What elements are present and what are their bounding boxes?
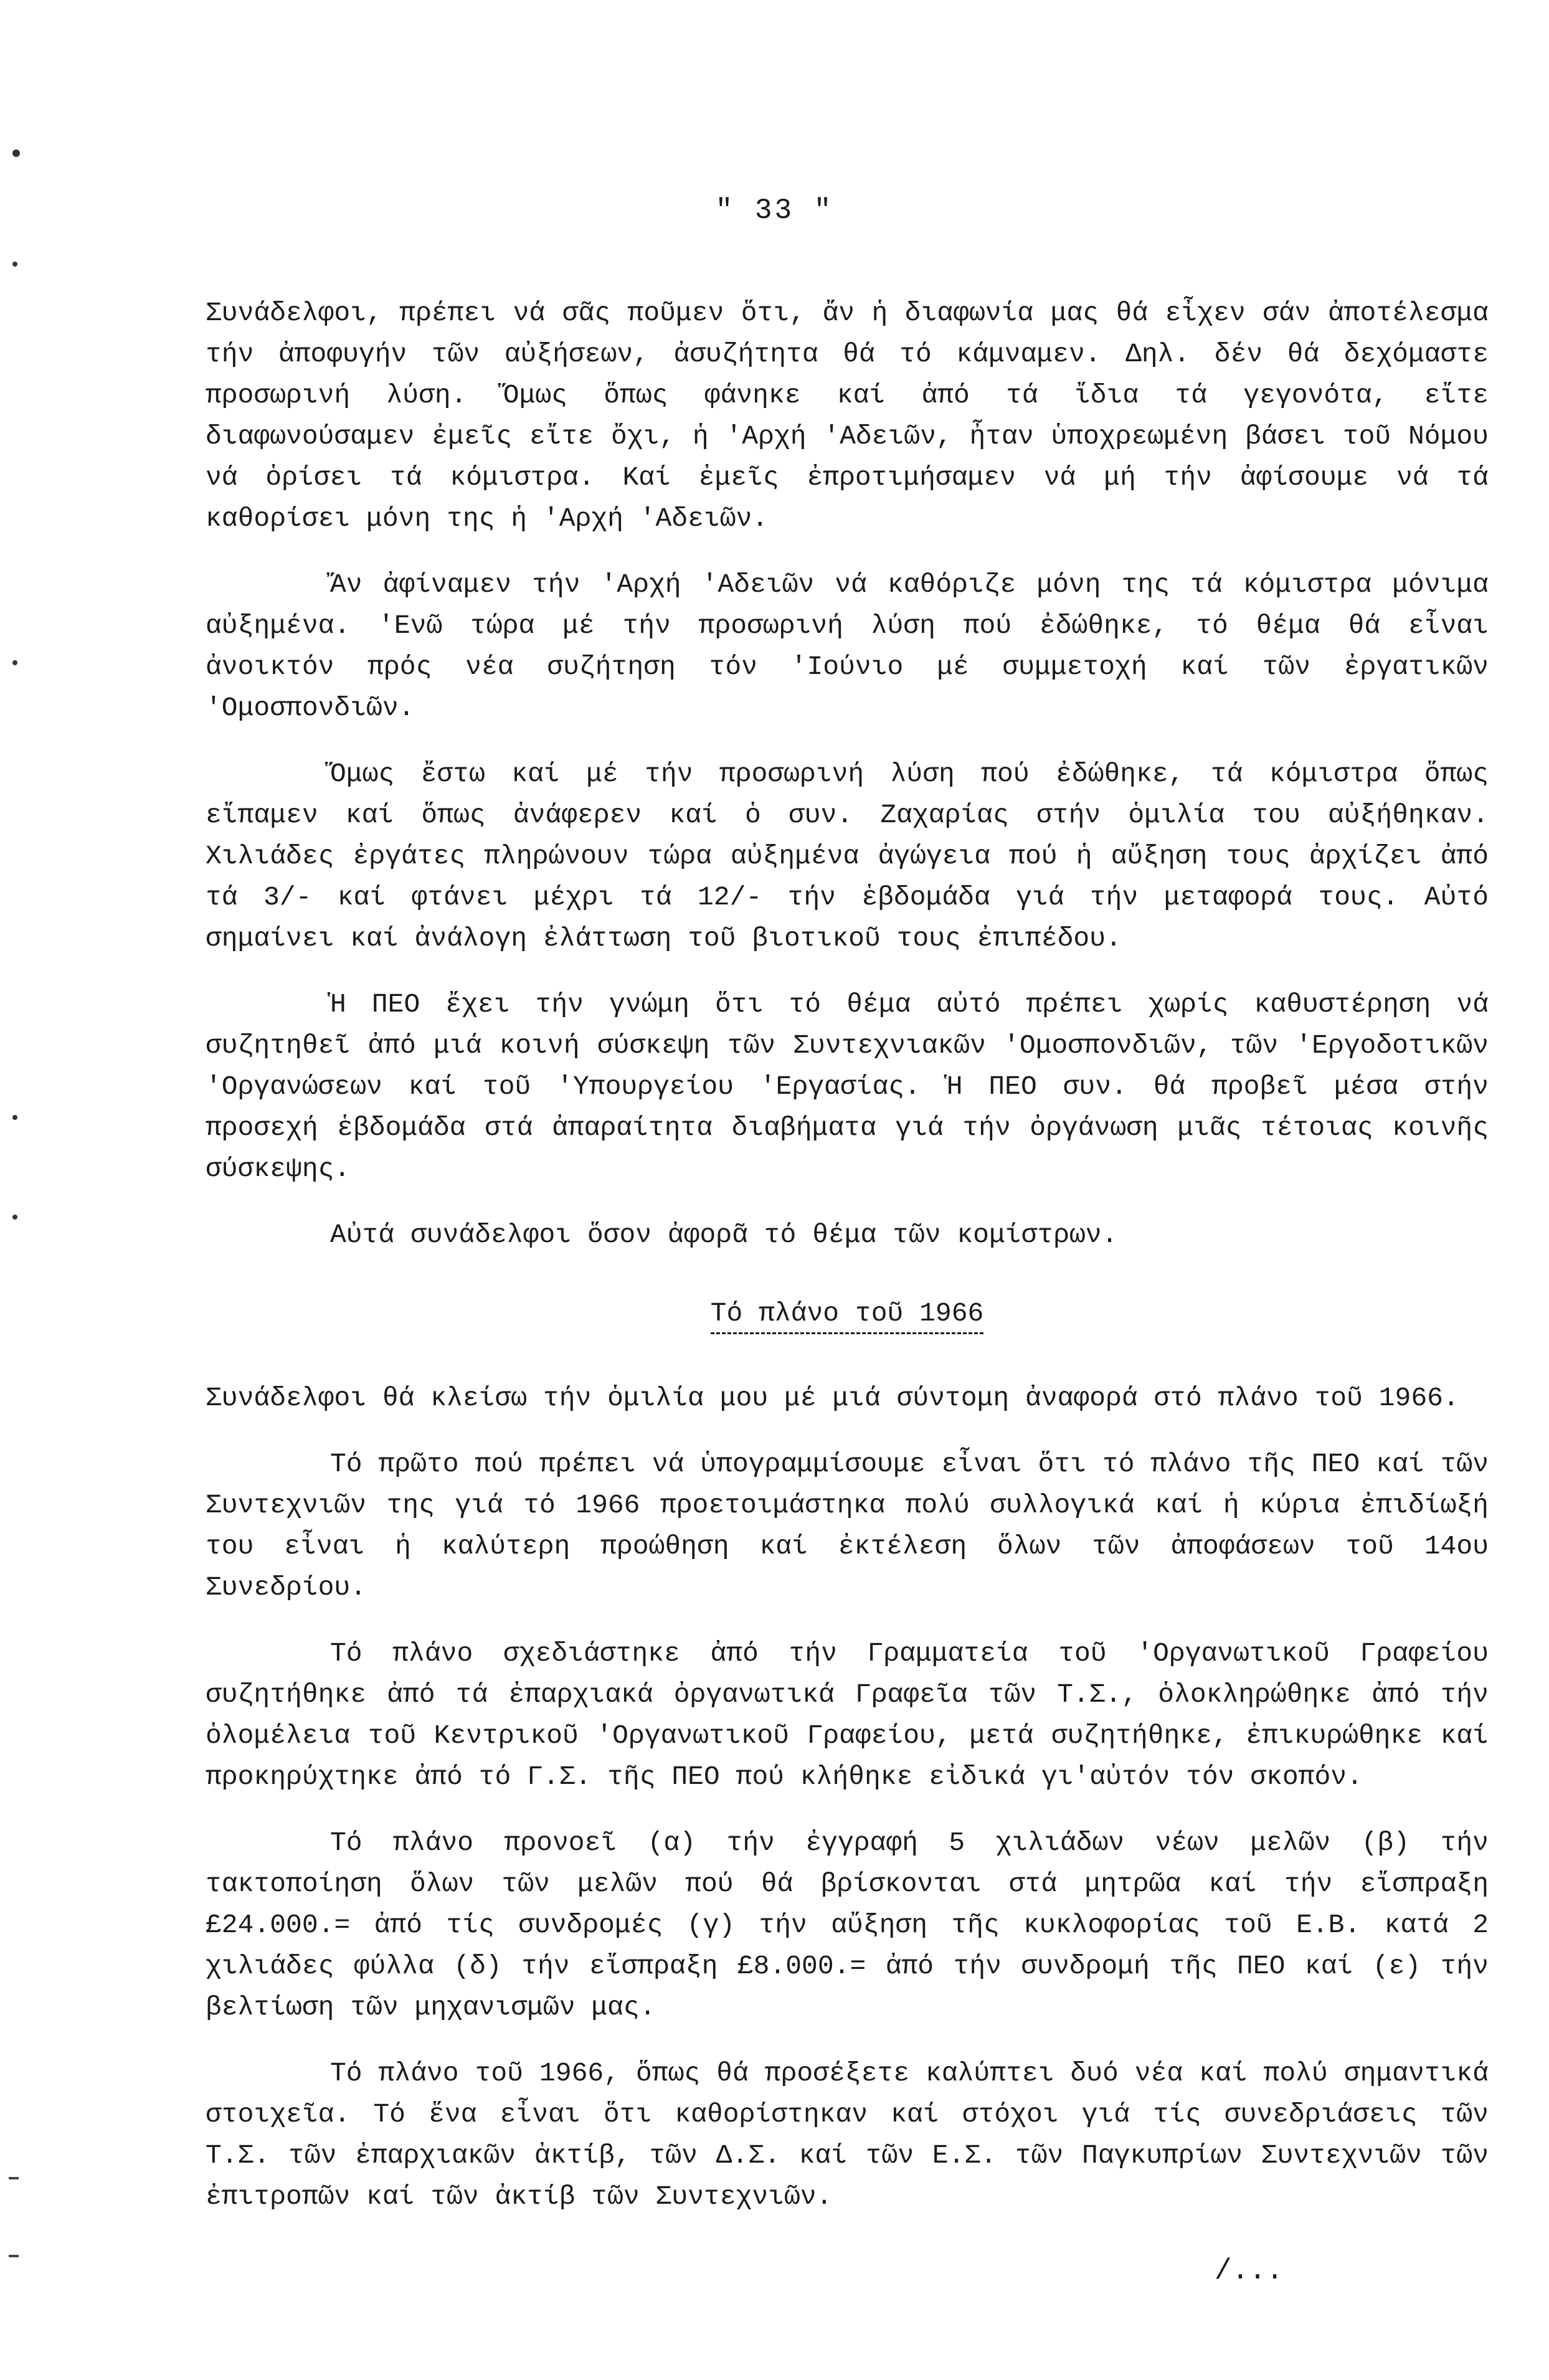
margin-dash — [9, 2177, 19, 2179]
paragraph-4: Ἡ ΠΕΟ ἔχει τήν γνώμη ὅτι τό θέμα αὐτό πρέπει χωρίς καθυστέρηση νά συζητηθεῖ ἀπό μιά κοινή σύσκεψη τῶν Συντεχνιακῶν 'Ομοσπονδιῶν, τῶν 'Εργοδοτικῶν 'Οργανώσεων καί τοῦ 'Υπουργείου 'Εργασίας. Ἡ ΠΕΟ συν. θά προβεῖ μέσα στήν προσεχή ἑβδομάδα στά ἀπαραίτητα διαβήματα γιά τήν ὀργάνωση μιᾶς τέτοιας κοινῆς σύσκεψης. — [206, 989, 1489, 1184]
paragraph-7: Τό πρῶτο πού πρέπει νά ὑπογραμμίσουμε εἶναι ὅτι τό πλάνο τῆς ΠΕΟ καί τῶν Συντεχνιῶν της γιά τό 1966 προετοιμάστηκα πολύ συλλογικά καί ἡ κύρια ἐπιδίωξή του εἶναι ἡ καλύτερη προώθηση καί ἐκτέλεση ὅλων τῶν ἀποφάσεων τοῦ 14ου Συνεδρίου. — [206, 1449, 1489, 1603]
paragraph-8: Τό πλάνο σχεδιάστηκε ἀπό τήν Γραμματεία τοῦ 'Οργανωτικοῦ Γραφείου συζητήθηκε ἀπό τά ἐπαρχιακά ὀργανωτικά Γραφεῖα τῶν Τ.Σ., ὁλοκληρώθηκε ἀπό τήν ὁλομέλεια τοῦ Κεντρικοῦ 'Οργανωτικοῦ Γραφείου, μετά συζητήθηκε, ἐπικυρώθηκε καί προκηρύχτηκε ἀπό τό Γ.Σ. τῆς ΠΕΟ πού κλήθηκε εἰδικά γι'αὐτόν τόν σκοπόν. — [206, 1638, 1489, 1792]
margin-dot — [12, 1215, 17, 1220]
page-number: " 33 " — [715, 194, 834, 227]
paragraph-9: Τό πλάνο προνοεῖ (α) τήν ἐγγραφή 5 χιλιάδων νέων μελῶν (β) τήν τακτοποίηση ὅλων τῶν μελῶν πού θά βρίσκονται στά μητρῶα καί τήν εἴσπραξη £24.000.= ἀπό τίς συνδρομές (γ) τήν αὔξηση τῆς κυκλοφορίας τοῦ Ε.Β. κατά 2 χιλιάδες φύλλα (δ) τήν εἴσπραξη £8.000.= ἀπό τήν συνδρομή τῆς ΠΕΟ καί (ε) τήν βελτίωση τῶν μηχανισμῶν μας. — [206, 1828, 1489, 2022]
paragraph-1: Συνάδελφοι, πρέπει νά σᾶς ποῦμεν ὅτι, ἄν ἡ διαφωνία μας θά εἶχεν σάν ἀποτέλεσμα τήν ἀποφυγήν τῶν αὐξήσεων, ἀσυζήτητα θά τό κάμναμεν. Δηλ. δέν θά δεχόμαστε προσωρινή λύση. Ὅμως ὅπως φάνηκε καί ἀπό τά ἴδια τά γεγονότα, εἴτε διαφωνούσαμεν ἐμεῖς εἴτε ὄχι, ἡ 'Αρχή 'Αδειῶν, ἦταν ὑποχρεωμένη βάσει τοῦ Νόμου νά ὁρίσει τά κόμιστρα. Καί ἐμεῖς ἐπροτιμήσαμεν νά μή τήν ἀφίσουμε νά τά καθορίσει μόνη της ἡ 'Αρχή 'Αδειῶν. — [206, 298, 1489, 534]
section-title — [206, 1293, 1489, 1334]
paragraph-2: Ἄν ἀφίναμεν τήν 'Αρχή 'Αδειῶν νά καθόριζε μόνη της τά κόμιστρα μόνιμα αὐξημένα. 'Ενῶ τώρα μέ τήν προσωρινή λύση πού ἐδώθηκε, τό θέμα θά εἶναι ἀνοικτόν πρός νέα συζήτηση τόν 'Ιούνιο μέ συμμετοχή καί τῶν ἐργατικῶν 'Ομοσπονδιῶν. — [206, 569, 1489, 723]
margin-dot — [12, 149, 20, 157]
paragraph-3: Ὅμως ἔστω καί μέ τήν προσωρινή λύση πού ἐδώθηκε, τά κόμιστρα ὅπως εἴπαμεν καί ὅπως ἀνάφερεν καί ὁ συν. Ζαχαρίας στήν ὁμιλία του αὐξήθηκαν. Χιλιάδες ἐργάτες πληρώνουν τώρα αὐξημένα ἀγώγεια πού ἡ αὔξηση τους ἀρχίζει ἀπό τά 3/- καί φτάνει μέχρι τά 12/- τήν ἑβδομάδα γιά τήν μεταφορά τους. Αὐτό σημαίνει καί ἀνάλογη ἐλάττωση τοῦ βιοτικοῦ τους ἐπιπέδου. — [206, 759, 1489, 954]
margin-dot — [12, 262, 17, 267]
continuation-mark: /... — [1215, 2255, 1284, 2287]
paragraph-10: Τό πλάνο τοῦ 1966, ὅπως θά προσέξετε καλύπτει δυό νέα καί πολύ σημαντικά στοιχεῖα. Τό ἕνα εἶναι ὅτι καθορίστηκαν καί στόχοι γιά τίς συνεδριάσεις τῶν Τ.Σ. τῶν ἐπαρχιακῶν ἀκτίβ, τῶν Δ.Σ. καί τῶν Ε.Σ. τῶν Παγκυπρίων Συντεχνιῶν τῶν ἐπιτροπῶν καί τῶν ἀκτίβ τῶν Συντεχνιῶν. — [206, 2058, 1489, 2212]
paragraph-6: Συνάδελφοι θά κλείσω τήν ὁμιλία μου μέ μιά σύντομη ἀναφορά στό πλάνο τοῦ 1966. — [206, 1383, 1459, 1413]
margin-dash — [9, 2255, 19, 2257]
margin-dot — [12, 660, 17, 665]
paragraph-5: Αὐτά συνάδελφοι ὅσον ἀφορᾶ τό θέμα τῶν κομίστρων. — [330, 1220, 1118, 1250]
margin-dot — [12, 1115, 17, 1120]
section-title-text: Τό πλάνο τοῦ 1966 — [711, 1298, 984, 1334]
document-body — [206, 293, 1489, 2242]
